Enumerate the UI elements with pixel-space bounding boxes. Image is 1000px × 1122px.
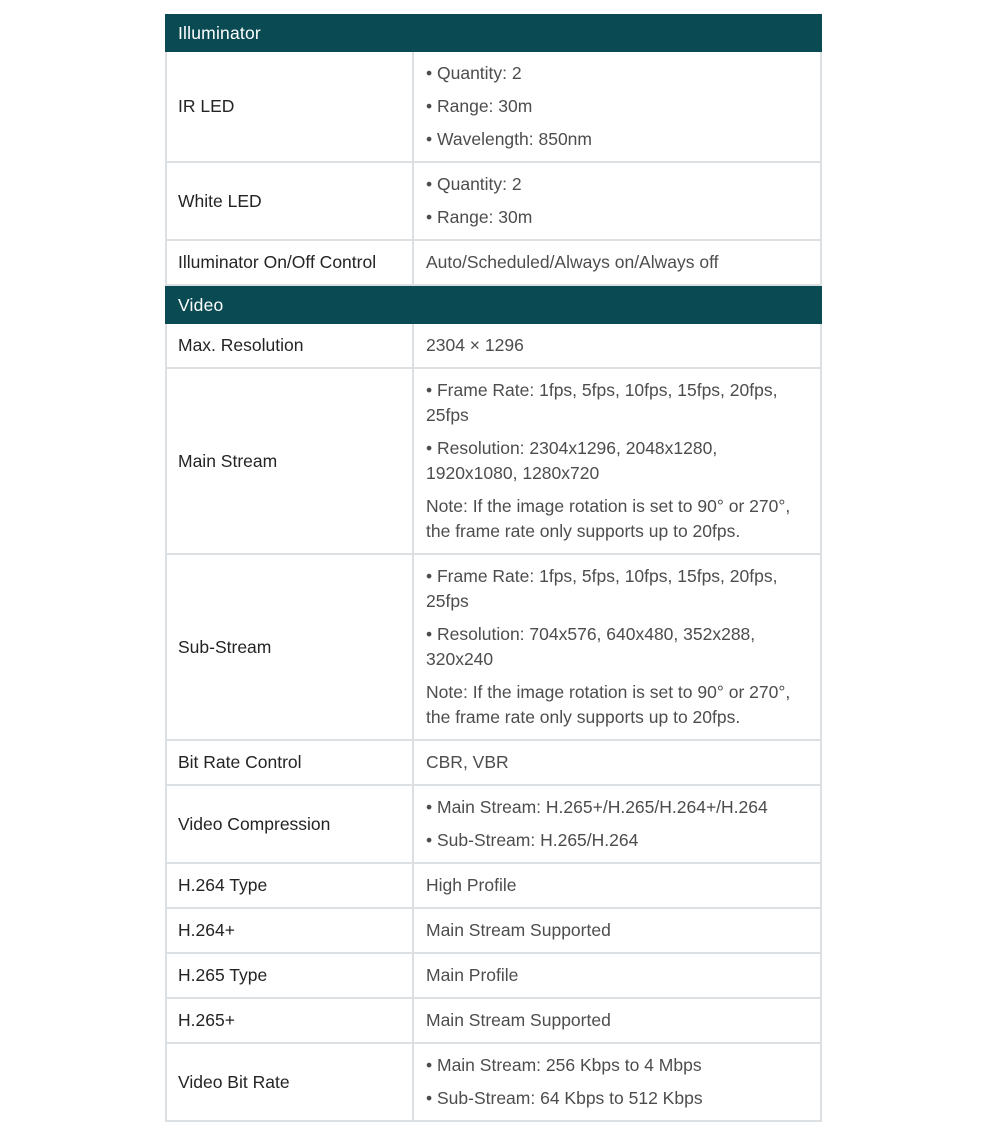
spec-value-line: • Resolution: 2304x1296, 2048x1280, 1920x1080, 1280x720 bbox=[426, 438, 718, 483]
spec-row-illuminator-control bbox=[165, 241, 822, 286]
spec-value-note: Note: If the image rotation is set to 90° or 270°, the frame rate only supports up to 20fps. bbox=[426, 682, 791, 727]
spec-label: H.264 Type bbox=[178, 875, 268, 895]
spec-value-line: • Resolution: 704x576, 640x480, 352x288, 320x240 bbox=[426, 624, 756, 669]
spec-row-h265-type bbox=[165, 954, 822, 999]
spec-label: Max. Resolution bbox=[178, 335, 304, 355]
spec-label: IR LED bbox=[178, 96, 235, 116]
spec-row-h264-plus bbox=[165, 909, 822, 954]
spec-row-max-resolution bbox=[165, 324, 822, 369]
spec-label: H.265+ bbox=[178, 1010, 235, 1030]
spec-row-white-led bbox=[165, 163, 822, 241]
spec-row-bit-rate-control bbox=[165, 741, 822, 786]
spec-value-line: • Quantity: 2 bbox=[426, 174, 522, 194]
spec-value-line: • Main Stream: 256 Kbps to 4 Mbps bbox=[426, 1055, 702, 1075]
spec-value bbox=[412, 786, 820, 862]
spec-value bbox=[412, 954, 820, 997]
spec-label: H.265 Type bbox=[178, 965, 268, 985]
spec-value-line: • Sub-Stream: H.265/H.264 bbox=[426, 830, 639, 850]
spec-label: Video Compression bbox=[178, 813, 331, 834]
spec-value-line: • Main Stream: H.265+/H.265/H.264+/H.264 bbox=[426, 797, 768, 817]
spec-row-video-bit-rate bbox=[165, 1044, 822, 1122]
spec-label: Sub-Stream bbox=[178, 636, 272, 657]
section-title: Video bbox=[178, 294, 224, 315]
spec-value bbox=[412, 241, 820, 284]
section-header-illuminator bbox=[165, 14, 822, 52]
spec-value bbox=[412, 163, 820, 239]
spec-value bbox=[412, 1044, 820, 1120]
spec-row-sub-stream bbox=[165, 555, 822, 741]
spec-value-line: • Frame Rate: 1fps, 5fps, 10fps, 15fps, 20fps, 25fps bbox=[426, 380, 778, 425]
spec-value bbox=[412, 555, 820, 739]
spec-label: Video Bit Rate bbox=[178, 1071, 290, 1092]
spec-label: White LED bbox=[178, 190, 262, 211]
spec-value bbox=[412, 369, 820, 553]
spec-label: Bit Rate Control bbox=[178, 752, 302, 772]
spec-value bbox=[412, 999, 820, 1042]
spec-value-line: CBR, VBR bbox=[426, 752, 509, 772]
spec-value-line: Main Stream Supported bbox=[426, 1010, 611, 1030]
spec-label: Main Stream bbox=[178, 450, 278, 471]
spec-value-line: Auto/Scheduled/Always on/Always off bbox=[426, 252, 719, 272]
spec-value-line: • Wavelength: 850nm bbox=[426, 129, 592, 149]
spec-table bbox=[165, 14, 822, 1122]
spec-row-main-stream bbox=[165, 369, 822, 555]
spec-label: H.264+ bbox=[178, 920, 235, 940]
spec-value-line: Main Profile bbox=[426, 965, 519, 985]
spec-value bbox=[412, 324, 820, 367]
spec-value-line: 2304 × 1296 bbox=[426, 335, 524, 355]
spec-value bbox=[412, 864, 820, 907]
spec-row-h264-type bbox=[165, 864, 822, 909]
section-header-video bbox=[165, 286, 822, 324]
spec-value-line: • Quantity: 2 bbox=[426, 63, 522, 83]
spec-value-line: Main Stream Supported bbox=[426, 920, 611, 940]
spec-value-line: • Frame Rate: 1fps, 5fps, 10fps, 15fps, 20fps, 25fps bbox=[426, 566, 778, 611]
spec-row-h265-plus bbox=[165, 999, 822, 1044]
spec-label: Illuminator On/Off Control bbox=[178, 252, 377, 272]
spec-row-video-compression bbox=[165, 786, 822, 864]
spec-value-line: • Range: 30m bbox=[426, 207, 533, 227]
spec-value bbox=[412, 741, 820, 784]
spec-row-ir-led bbox=[165, 52, 822, 163]
spec-value bbox=[412, 909, 820, 952]
spec-value-line: • Sub-Stream: 64 Kbps to 512 Kbps bbox=[426, 1088, 703, 1108]
spec-value-line: • Range: 30m bbox=[426, 96, 533, 116]
spec-value-note: Note: If the image rotation is set to 90° or 270°, the frame rate only supports up to 20fps. bbox=[426, 496, 791, 541]
spec-value bbox=[412, 52, 820, 161]
section-title: Illuminator bbox=[178, 22, 261, 43]
spec-value-line: High Profile bbox=[426, 875, 517, 895]
